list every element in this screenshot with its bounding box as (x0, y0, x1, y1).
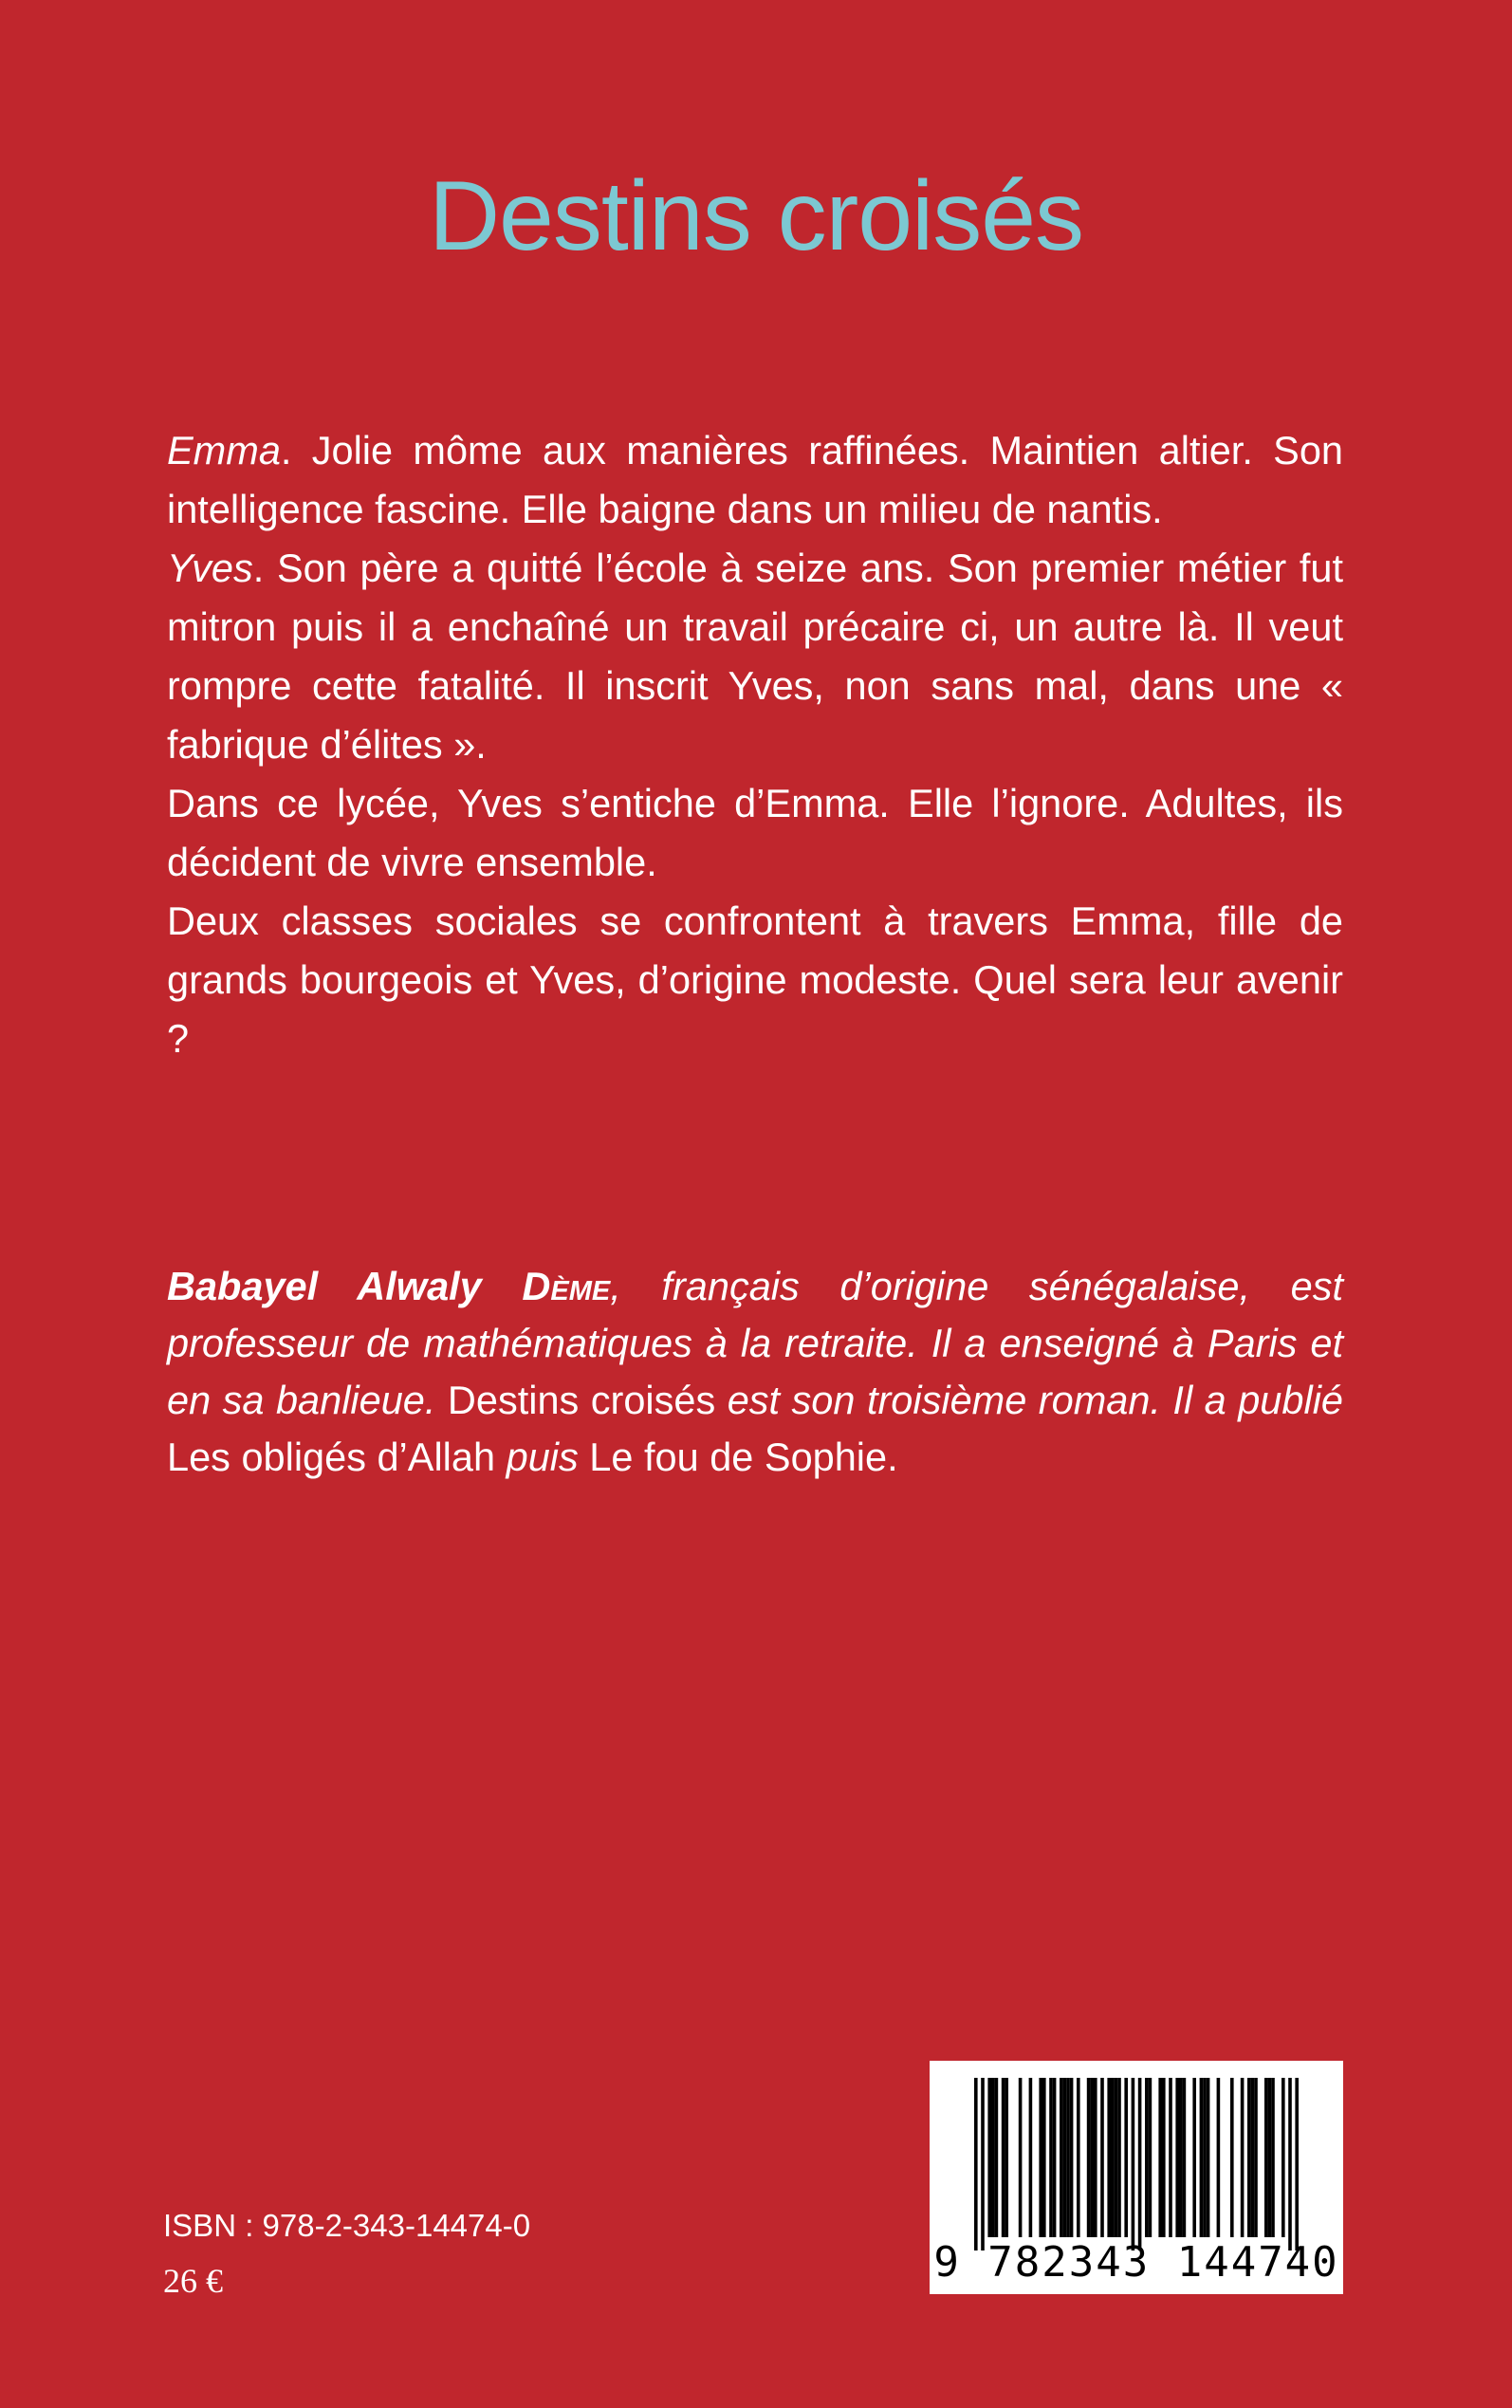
blurb-name-yves: Yves (167, 546, 253, 590)
blurb-paragraph-2 (167, 539, 1343, 774)
barcode-bar (1271, 2078, 1275, 2237)
barcode-bar (1111, 2078, 1115, 2237)
book-title: Destins croisés (428, 161, 1084, 271)
barcode-bar (1200, 2078, 1204, 2237)
barcode-bar (1002, 2078, 1005, 2237)
author-bio-text-1: , français d’origine sénégalaise, est professeur de mathématiques à la retraite. Il a enseigné à Paris et en sa banlieue. (167, 1264, 1343, 1422)
barcode-bar (1158, 2078, 1162, 2237)
barcode-bar (1087, 2078, 1091, 2237)
barcode-bar (1100, 2078, 1104, 2237)
barcode-bar (1039, 2078, 1042, 2237)
barcode-bar (1192, 2078, 1196, 2237)
barcode-bar (1107, 2078, 1111, 2237)
barcode-bar (1288, 2078, 1292, 2251)
barcode-bar (1077, 2078, 1080, 2237)
barcode-bar (1060, 2078, 1063, 2237)
barcode-bar (1053, 2078, 1057, 2237)
price: 26 € (163, 2262, 223, 2300)
barcode-bar (1029, 2078, 1033, 2237)
author-book-2: Le fou de Sophie (589, 1435, 888, 1479)
author-bio-text-3: puis (495, 1435, 590, 1479)
barcode-bar (1183, 2078, 1187, 2237)
barcode-bar (1005, 2078, 1008, 2237)
barcode-bar (1230, 2078, 1234, 2237)
barcode (930, 2061, 1343, 2294)
barcode-bar (1042, 2078, 1046, 2237)
barcode-bar (1019, 2078, 1023, 2237)
barcode-bar (981, 2078, 985, 2251)
barcode-bar (1132, 2078, 1135, 2251)
barcode-bar (1251, 2078, 1255, 2237)
blurb-paragraph-1 (167, 421, 1343, 539)
isbn: ISBN : 978-2-343-14474-0 (163, 2208, 531, 2243)
barcode-digits: 9 782343 144740 (933, 2238, 1339, 2287)
barcode-bar (974, 2078, 978, 2251)
barcode-bar (1264, 2078, 1268, 2237)
barcode-bar (1063, 2078, 1067, 2237)
barcode-bar (991, 2078, 995, 2237)
barcode-bar (1247, 2078, 1251, 2237)
barcode-bar (1149, 2078, 1152, 2237)
barcode-bar (1241, 2078, 1245, 2237)
barcode-bar (1203, 2078, 1207, 2237)
blurb-text-2: . Son père a quitté l’école à seize ans. Son premier métier fut mitron puis il a enchaîné un travail précaire ci, un autre là. Il veut rompre cette fatalité. Il inscrit Yves, non sans mal, dans une « fabrique d’élites ». (167, 546, 1343, 767)
barcode-bar (1138, 2078, 1142, 2251)
barcode-bar (1115, 2078, 1118, 2237)
barcode-bar (1282, 2078, 1285, 2237)
barcode-bar (1117, 2078, 1121, 2237)
barcode-bar (995, 2078, 999, 2237)
barcode-bar (1169, 2078, 1172, 2237)
blurb (167, 421, 1343, 1068)
barcode-bar (1090, 2078, 1094, 2237)
blurb-name-emma: Emma (167, 428, 281, 472)
barcode-bar (1066, 2078, 1070, 2237)
author-book-title: Destins croisés (447, 1378, 716, 1422)
author-name: Babayel Alwaly Dème (167, 1264, 611, 1308)
blurb-paragraph-4: Deux classes sociales se confrontent à travers Emma, fille de grands bourgeois et Yves, d’origine modeste. Quel sera leur avenir ? (167, 898, 1343, 1061)
barcode-bar (1124, 2078, 1128, 2237)
barcode-bar (1162, 2078, 1166, 2237)
barcode-bar (1175, 2078, 1179, 2237)
barcode-bar (1145, 2078, 1149, 2237)
blurb-paragraph-3: Dans ce lycée, Yves s’entiche d’Emma. Elle l’ignore. Adultes, ils décident de vivre ensemble. (167, 781, 1343, 884)
barcode-bar (1254, 2078, 1258, 2237)
blurb-text-1: . Jolie môme aux manières raffinées. Maintien altier. Son intelligence fascine. Elle baigne dans un milieu de nantis. (167, 428, 1343, 531)
barcode-bar (1268, 2078, 1272, 2237)
barcode-bar (1094, 2078, 1097, 2237)
barcode-bar (1049, 2078, 1053, 2237)
barcode-bar (1217, 2078, 1221, 2237)
author-bio: Babayel Alwaly Dème, français d’origine sénégalaise, est professeur de mathématiques à la retraite. Il a enseigné à Paris et en sa banlieue. Destins croisés est son troisième roman. Il a publié Les obligés d’Allah puis Le fou de Sophie. (167, 1264, 1343, 1479)
barcode-bar (1070, 2078, 1074, 2237)
barcode-bar (987, 2078, 991, 2237)
barcode-bar (1179, 2078, 1183, 2237)
author-bio-text-2: est son troisième roman. Il a publié (715, 1378, 1343, 1422)
barcode-bar (1295, 2078, 1299, 2251)
barcode-bar (1207, 2078, 1210, 2237)
author-book-1: Les obligés d’Allah (167, 1435, 496, 1479)
